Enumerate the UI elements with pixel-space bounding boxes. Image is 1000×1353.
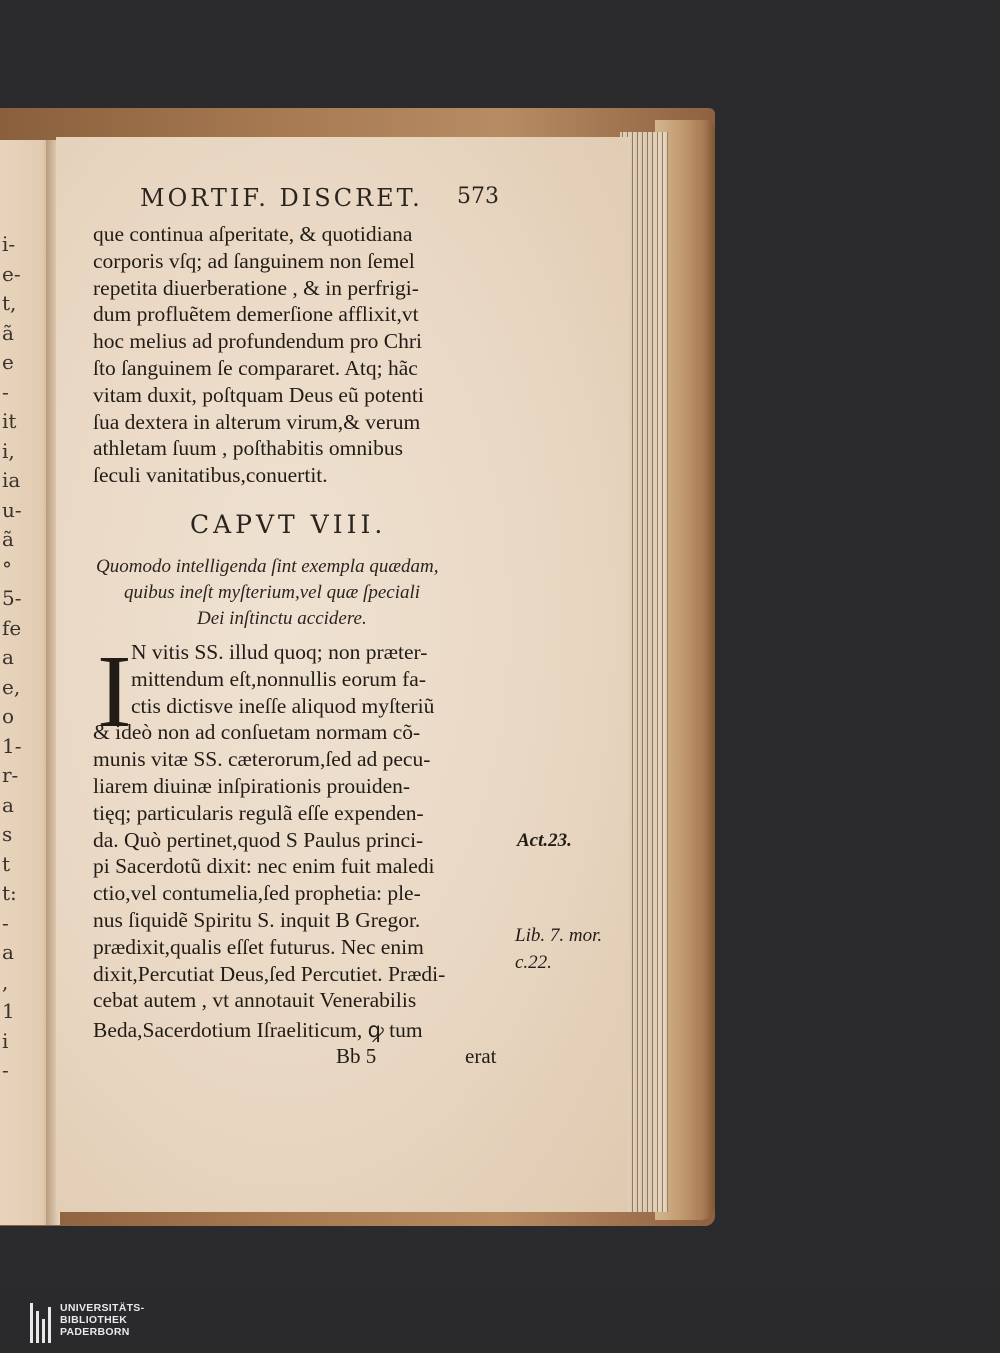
logo-line: PADERBORN: [60, 1326, 130, 1338]
library-logo-text: [60, 1302, 144, 1338]
text-line: N vitis SS. illud quoq; non præter-: [131, 640, 428, 664]
chapter-subtitle-line: Dei inſtinctu accidere.: [197, 608, 367, 629]
left-page-text-fragment: a: [2, 792, 14, 817]
left-page-text-fragment: °: [2, 556, 12, 581]
left-page-text-fragment: t: [2, 851, 11, 876]
left-page-text-fragment: a: [2, 940, 14, 964]
left-page-text-fragment: fe: [2, 615, 22, 640]
text-line: nus ſiquidẽ Spiritu S. inquit B Gregor.: [93, 908, 421, 932]
text-line: corporis vſq; ad ſanguinem non ſemel: [93, 248, 415, 273]
text-line: hoc melius ad profundendum pro Chri: [93, 329, 423, 354]
logo-line: BIBLIOTHEK: [60, 1314, 128, 1326]
left-page-text-fragment: a: [2, 645, 14, 669]
left-page-text-fragment: it: [2, 409, 17, 433]
left-page-text-fragment: 1: [2, 999, 15, 1023]
signature-mark: Bb 5: [336, 1044, 377, 1068]
text-line: tięq; particularis regulã eſſe expenden-: [93, 800, 424, 825]
left-page-text-fragment: e: [2, 350, 14, 374]
text-line: prædixit,qualis eſſet futurus. Nec enim: [93, 934, 424, 959]
text-line: cebat autem , vt annotauit Venerabilis: [93, 988, 417, 1013]
left-page-text-fragment: 5-: [2, 586, 22, 610]
page-number: 573: [457, 184, 499, 209]
left-page-fragment: [0, 140, 52, 1225]
chapter-title: CAPVT VIII.: [190, 510, 387, 539]
text-line: ſua dextera in alterum virum,& verum: [93, 409, 421, 434]
running-head: MORTIF. DISCRET.: [140, 184, 423, 212]
left-page-text-fragment: t,: [2, 291, 17, 315]
left-page-text-fragment: -: [2, 910, 9, 935]
logo-line: UNIVERSITÄTS-: [60, 1302, 145, 1314]
text-line: pi Sacerdotũ dixit: nec enim fuit maledi: [93, 854, 435, 879]
text-line: vitam duxit, poſtquam Deus eũ potenti: [93, 382, 424, 407]
text-line: da. Quò pertinet,quod S Paulus princi-: [93, 827, 424, 852]
catchword: erat: [465, 1044, 497, 1068]
left-page-text-fragment: 1-: [2, 733, 22, 758]
left-page-text-fragment: ,: [2, 969, 9, 994]
marginal-note: c.22.: [515, 952, 552, 973]
left-page-text-fragment: e-: [2, 261, 21, 286]
left-page-text-fragment: -: [2, 1058, 9, 1082]
left-page-text-fragment: i: [2, 1028, 9, 1053]
text-line: ſto ſanguinem ſe compararet. Atq; hãc: [93, 356, 418, 380]
left-page-text-fragment: i-: [2, 232, 16, 256]
text-line: ſeculi vanitatibus,conuertit.: [93, 463, 328, 488]
chapter-subtitle-line: Quomodo intelligenda ſint exempla quædam,: [96, 556, 439, 577]
text-line: Beda,Sacerdotium Iſraeliticum, ꝙ tum: [93, 1018, 423, 1043]
marginal-note: Lib. 7. mor.: [515, 925, 603, 946]
library-logo-icon: [30, 1303, 52, 1343]
marginal-note: Act.23.: [517, 830, 572, 851]
text-line: dum profluẽtem demerſione afflixit,vt: [93, 302, 419, 327]
left-page-text-fragment: r-: [2, 763, 19, 787]
text-line: mittendum eſt,nonnullis eorum fa-: [131, 666, 426, 691]
text-line: dixit,Percutiat Deus,ſed Percutiet. Prædi-: [93, 961, 446, 986]
left-page-text-fragment: s: [2, 822, 13, 846]
text-line: munis vitæ SS. cæterorum,ſed ad pecu-: [93, 747, 431, 772]
text-line: athletam ſuum , poſthabitis omnibus: [93, 436, 403, 461]
left-page-text-fragment: -: [2, 379, 9, 404]
chapter-subtitle-line: quibus ineſt myſterium,vel quæ ſpeciali: [124, 582, 421, 603]
text-line: ctio,vel contumelia,ſed prophetia: ple-: [93, 881, 421, 906]
left-page-text-fragment: u-: [2, 497, 22, 522]
left-page-text-fragment: ã: [2, 527, 14, 551]
left-page-text-fragment: i,: [2, 438, 15, 463]
text-line: repetita diuerberatione , & in perfrigi-: [93, 275, 419, 300]
footer-bar: [0, 1290, 1000, 1353]
text-line: & ideò non ad conſuetam normam cõ-: [93, 720, 421, 745]
left-page-text-fragment: ã: [2, 320, 14, 345]
text-line: que continua aſperitate, & quotidiana: [93, 222, 413, 246]
left-page-text-fragment: o: [2, 704, 15, 728]
left-page-text-fragment: ia: [2, 468, 21, 492]
left-page-text-fragment: e,: [2, 674, 21, 699]
text-line: liarem diuinæ inſpirationis prouiden-: [93, 774, 411, 798]
left-page-text-fragment: t:: [2, 881, 17, 905]
text-line: ctis dictisve ineſſe aliquod myſteriũ: [131, 693, 435, 718]
drop-cap: I: [97, 634, 132, 749]
